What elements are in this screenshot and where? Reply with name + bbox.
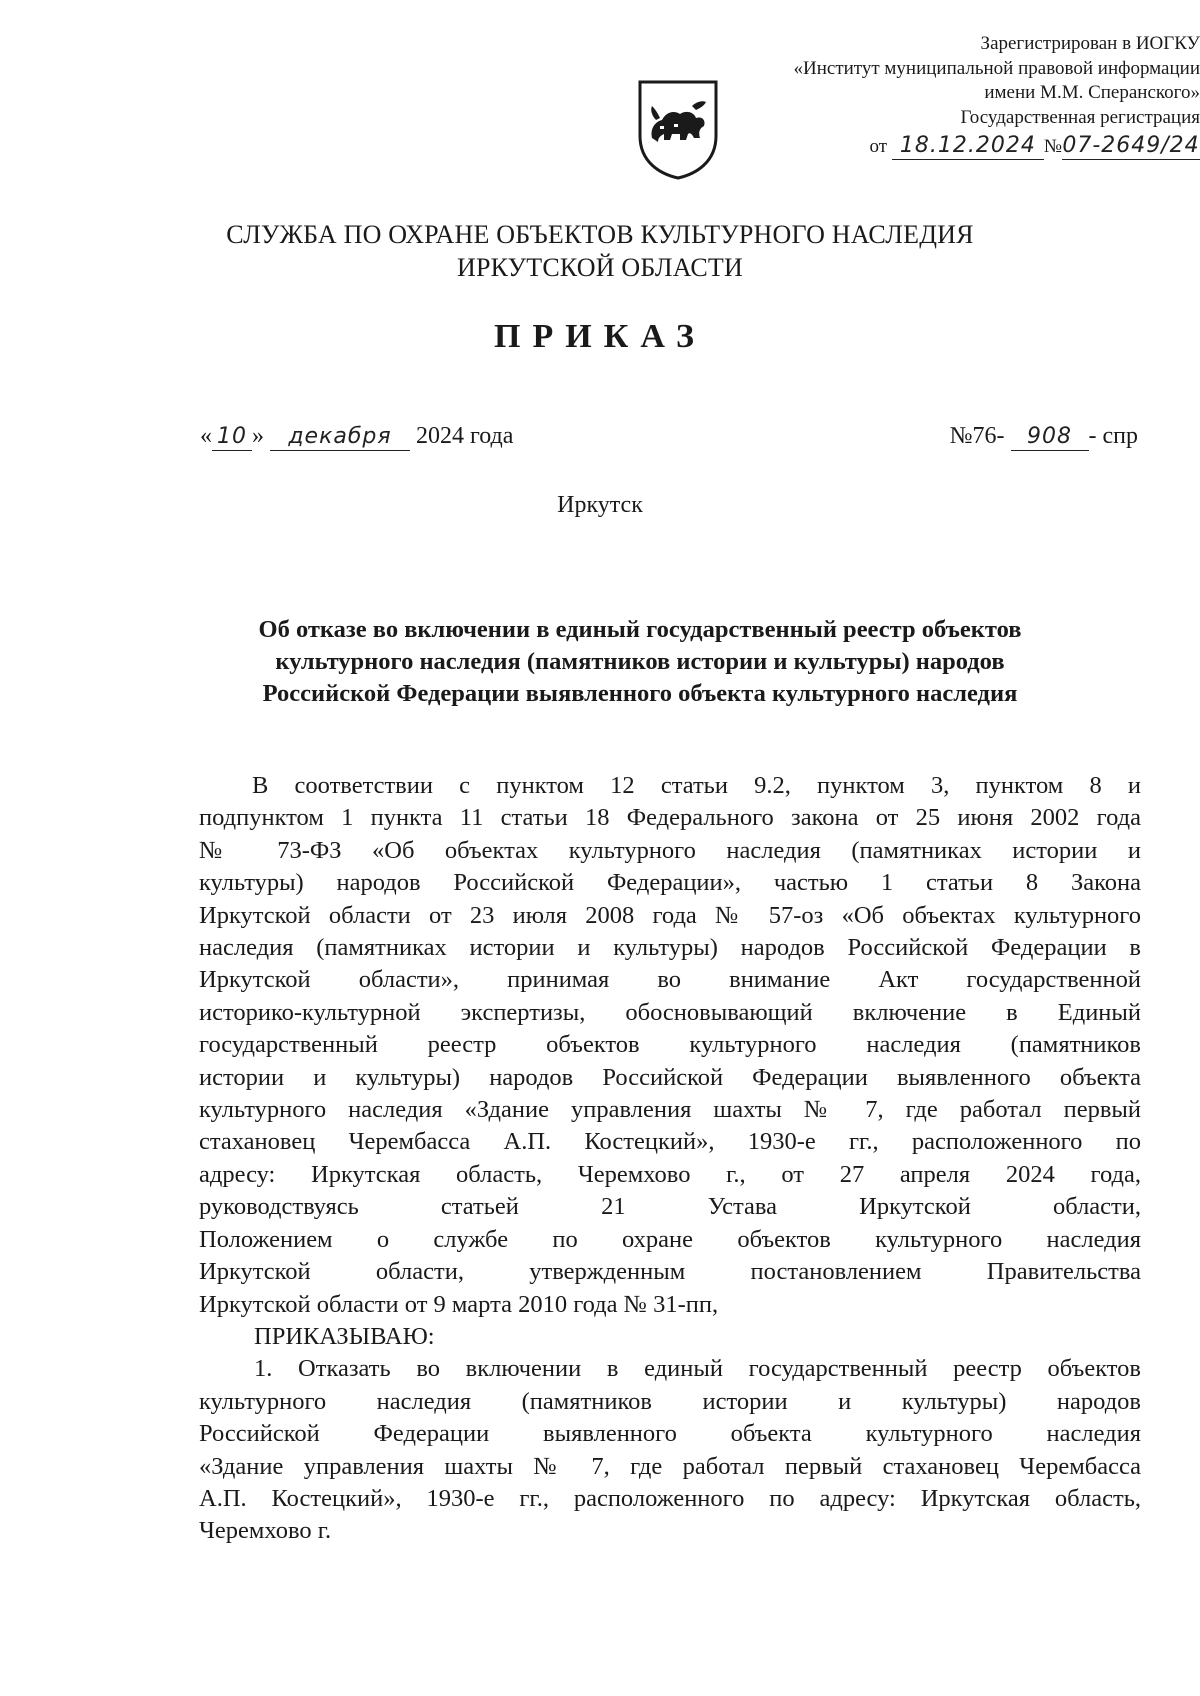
body-line: культурного наследия (памятников истории и культуры) народов: [199, 1387, 1141, 1415]
body-line: № 73-ФЗ «Об объектах культурного наследия (памятниках истории и: [199, 836, 1141, 864]
body-line: подпунктом 1 пункта 11 статьи 18 Федерального закона от 25 июня 2002 года: [199, 804, 1141, 832]
body-line: адресу: Иркутская область, Черемхово г., от 27 апреля 2024 года,: [199, 1160, 1141, 1188]
body-line: культурного наследия «Здание управления шахты № 7, где работал первый: [199, 1096, 1141, 1124]
order-number: [950, 423, 1138, 451]
irkutsk-coat-of-arms-icon: [634, 76, 722, 180]
body-line: культуры) народов Российской Федерации», частью 1 статьи 8 Закона: [199, 869, 1141, 897]
order-word: ПРИКАЗЫВАЮ:: [254, 1322, 435, 1350]
body-line: историко-культурной экспертизы, обосновывающий включение в Единый: [199, 998, 1141, 1026]
registration-no-label: №: [1043, 136, 1062, 157]
body-line: Иркутской области», принимая во внимание Акт государственной: [199, 966, 1141, 994]
body-line: Положением о службе по охране объектов культурного наследия: [199, 1225, 1141, 1253]
body-line: Российской Федерации выявленного объекта культурного наследия: [199, 1420, 1141, 1448]
body-line: государственный реестр объектов культурного наследия (памятников: [199, 1031, 1141, 1059]
open-quote: «: [200, 423, 212, 449]
order-number-value: 908: [1011, 424, 1089, 451]
registration-number: 07-2649/24: [1062, 133, 1200, 158]
order-number-prefix: №76-: [949, 423, 1005, 449]
body-line: Черемхово г.: [199, 1517, 332, 1545]
body-line: 1. Отказать во включении в единый государственный реестр объектов: [254, 1355, 1141, 1383]
registration-date-line: [680, 133, 1200, 160]
city: Иркутск: [557, 492, 643, 518]
document-type-title: ПРИКАЗ: [494, 318, 706, 355]
body-line: А.П. Костецкий», 1930-е гг., расположенного по адресу: Иркутская область,: [199, 1484, 1141, 1512]
registration-line: Зарегистрирован в ИОГКУ: [980, 33, 1200, 54]
body-line: Иркутской области от 9 марта 2010 года № 31-пп,: [199, 1290, 719, 1318]
document-subject: [200, 614, 1080, 710]
order-year: 2024 года: [416, 423, 514, 449]
body-line: Иркутской области, утвержденным постановлением Правительства: [199, 1258, 1141, 1286]
subject-line: Об отказе во включении в единый государственный реестр объектов: [258, 616, 1022, 643]
close-quote: »: [252, 423, 264, 449]
body-line: наследия (памятниках истории и культуры) народов Российской Федерации в: [199, 934, 1141, 962]
body-line: истории и культуры) народов Российской Федерации выявленного объекта: [199, 1063, 1141, 1091]
body-line: стахановец Черембасса А.П. Костецкий», 1930-е гг., расположенного по: [199, 1128, 1141, 1156]
subject-line: культурного наследия (памятников истории и культуры) народов: [275, 648, 1005, 675]
registration-line: «Институт муниципальной правовой информации: [793, 57, 1200, 79]
body-line: В соответствии с пунктом 12 статьи 9.2, пунктом 3, пунктом 8 и: [252, 772, 1141, 799]
registration-line: Государственная регистрация: [960, 106, 1200, 128]
order-day: 10: [212, 424, 252, 451]
order-date: [200, 423, 513, 451]
order-number-suffix: - спр: [1088, 423, 1138, 449]
body-line: руководствуясь статьей 21 Устава Иркутской области,: [199, 1193, 1141, 1221]
order-item-1: [199, 1353, 1141, 1547]
agency-name: [0, 218, 1200, 284]
order-month: декабря: [270, 424, 410, 451]
body-line: Иркутской области от 23 июля 2008 года № 57-оз «Об объектах культурного: [199, 901, 1141, 929]
registration-date: 18.12.2024: [892, 133, 1044, 160]
preamble-paragraph: [199, 770, 1141, 1321]
registration-line: имени М.М. Сперанского»: [984, 82, 1200, 103]
agency-line: ИРКУТСКОЙ ОБЛАСТИ: [456, 253, 743, 282]
registration-from-label: от: [869, 136, 888, 157]
agency-line: СЛУЖБА ПО ОХРАНЕ ОБЪЕКТОВ КУЛЬТУРНОГО НАСЛЕДИЯ: [226, 220, 974, 249]
registration-stamp: [680, 32, 1200, 160]
subject-line: Российской Федерации выявленного объекта культурного наследия: [262, 680, 1018, 707]
document-body: [199, 770, 1141, 1548]
body-line: «Здание управления шахты № 7, где работал первый стахановец Черембасса: [199, 1452, 1141, 1480]
